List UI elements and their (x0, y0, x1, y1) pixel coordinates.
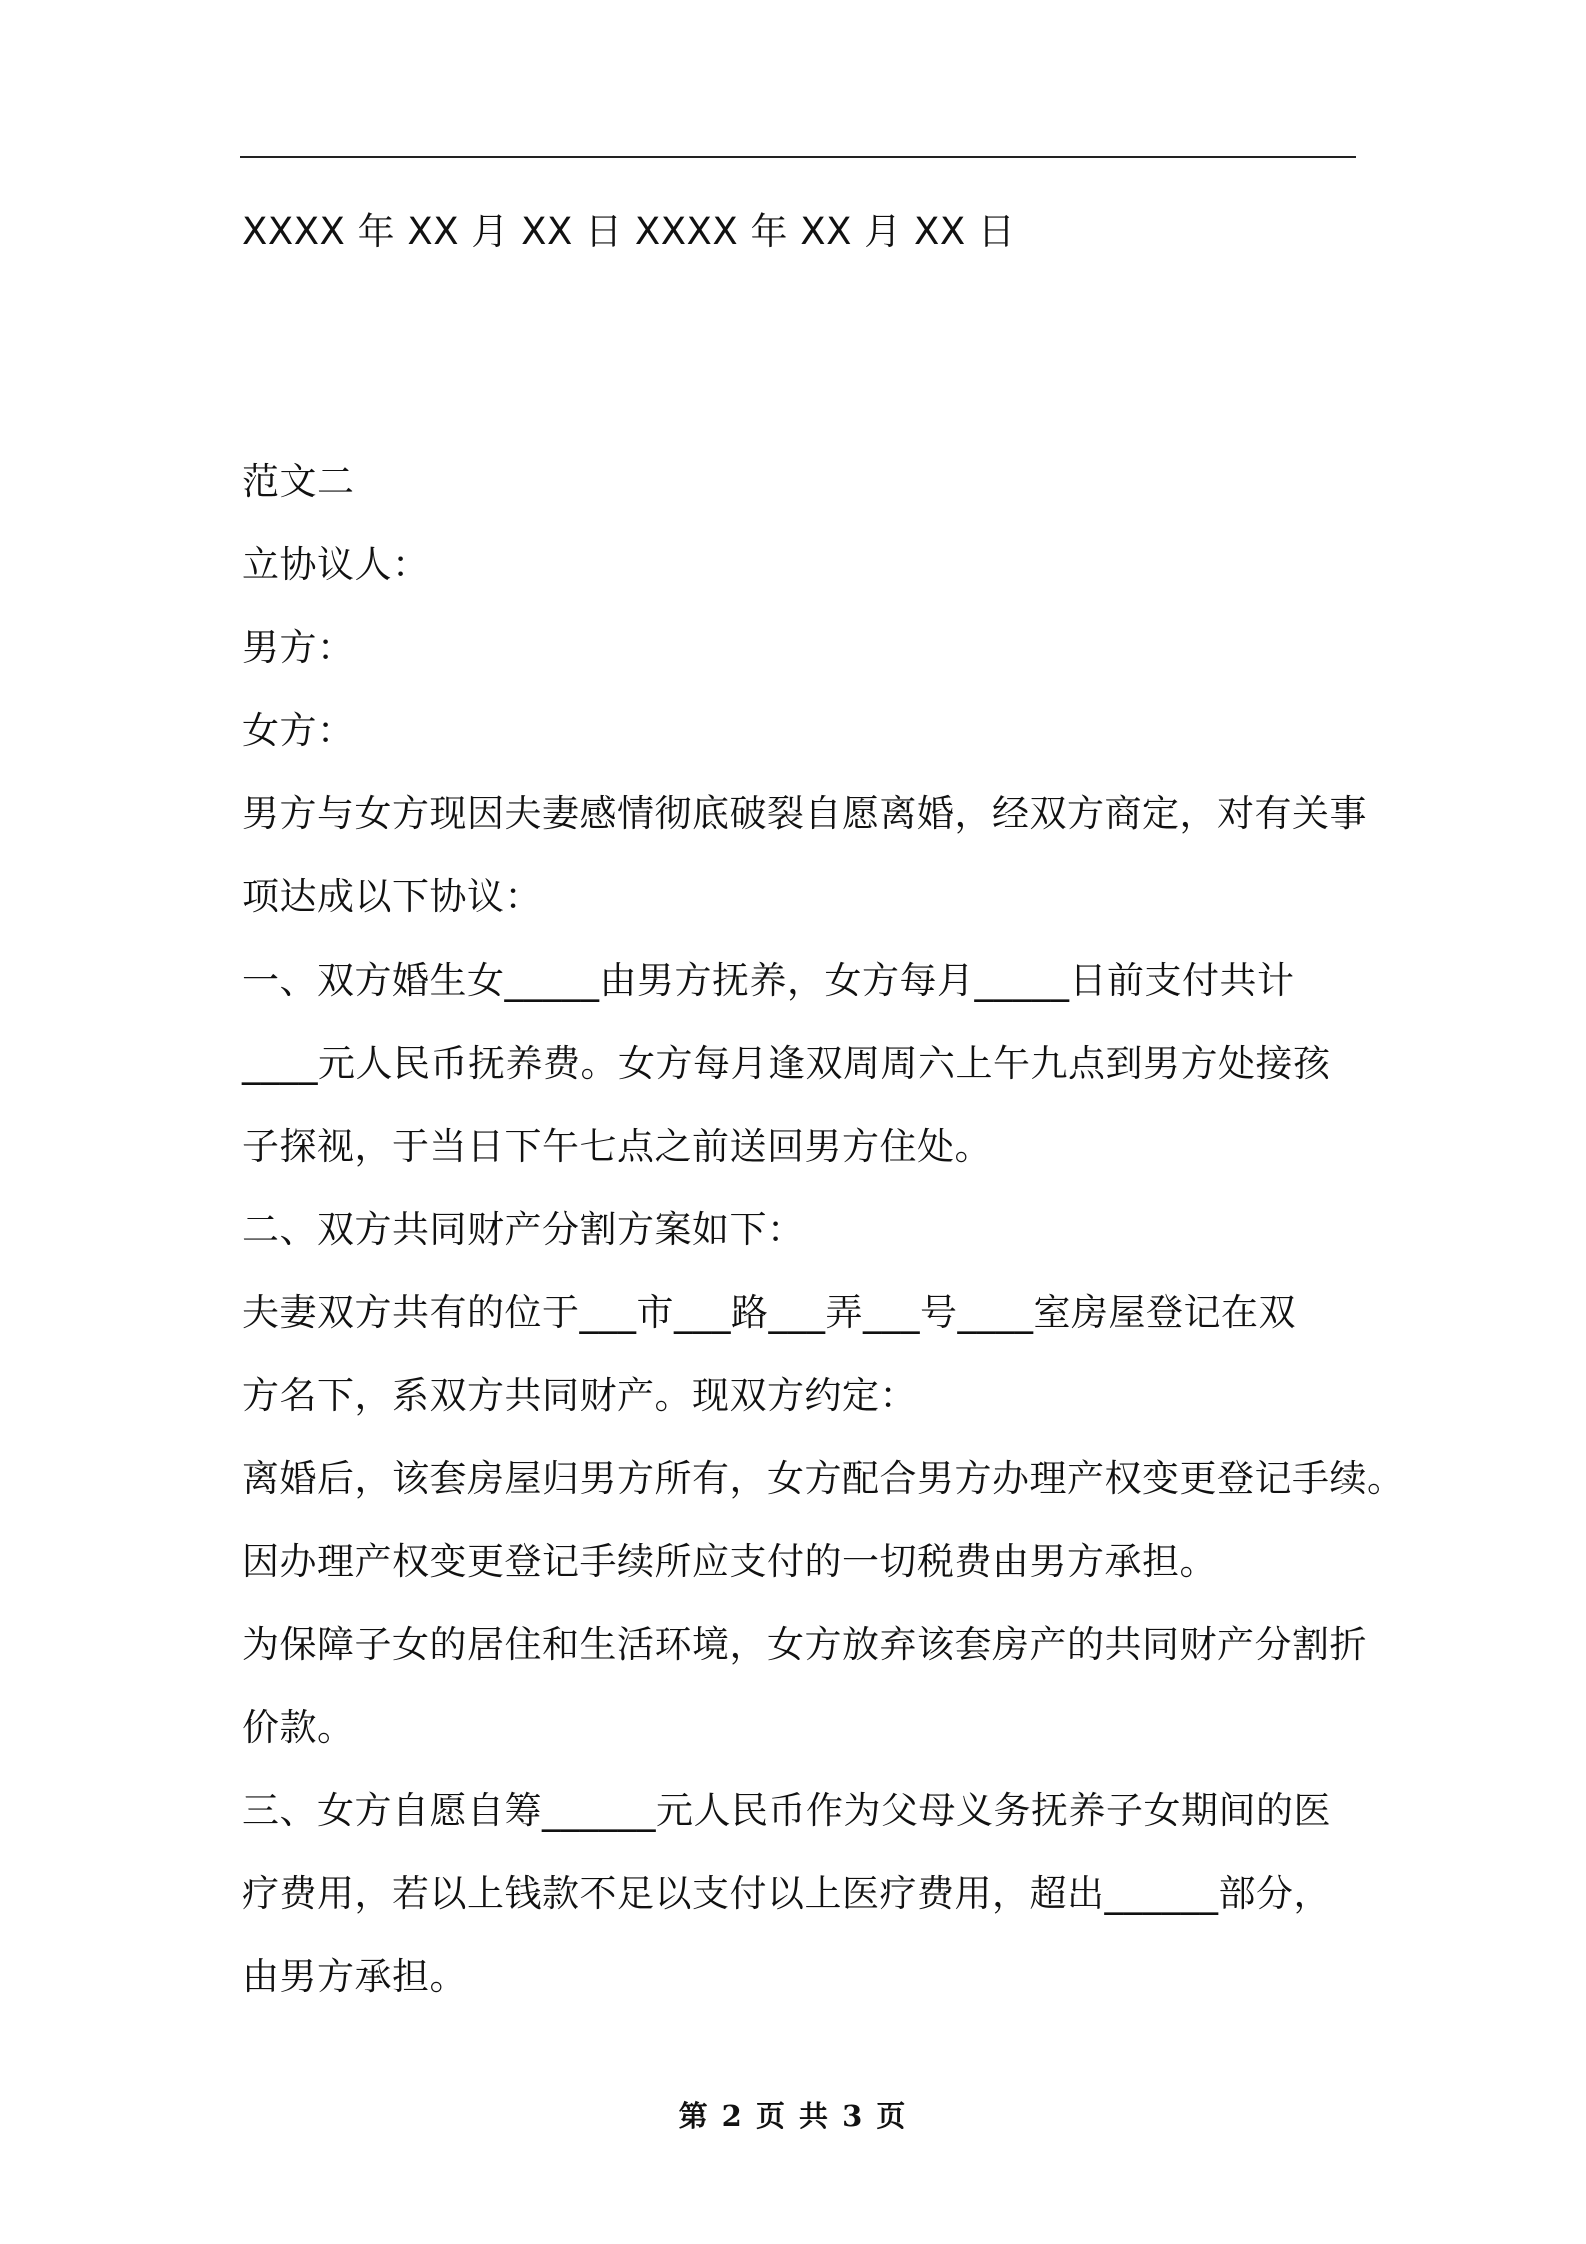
text-line: 由男方承担。 (242, 1955, 467, 1998)
date-line: XXXX 年 XX 月 XX 日 XXXX 年 XX 月 XX 日 (242, 210, 1016, 253)
text-line: 项达成以下协议： (242, 875, 542, 918)
text-line: 方名下，系双方共同财产。现双方约定： (242, 1374, 917, 1417)
text-line: 女方： (242, 709, 355, 752)
text-line: 离婚后，该套房屋归男方所有，女方配合男方办理产权变更登记手续。 (242, 1457, 1405, 1500)
page-footer: 第 2 页 共 3 页 (678, 2099, 908, 2133)
text-line: 男方： (242, 626, 355, 669)
text-line: 二、双方共同财产分割方案如下： (242, 1208, 805, 1251)
text-line: 男方与女方现因夫妻感情彻底破裂自愿离婚，经双方商定，对有关事 (242, 792, 1367, 835)
text-line: 三、女方自愿自筹______元人民币作为父母义务抚养子女期间的医 (242, 1789, 1331, 1832)
header-rule (240, 156, 1356, 158)
text-line: 疗费用，若以上钱款不足以支付以上医疗费用，超出______部分， (242, 1872, 1331, 1915)
text-line: 夫妻双方共有的位于___市___路___弄___号____室房屋登记在双 (242, 1291, 1296, 1334)
text-line: 立协议人： (242, 543, 430, 586)
text-line: 价款。 (242, 1706, 355, 1749)
text-line: ____元人民币抚养费。女方每月逢双周周六上午九点到男方处接孩 (242, 1042, 1331, 1085)
section-title: 范文二 (242, 460, 355, 503)
text-line: 为保障子女的居住和生活环境，女方放弃该套房产的共同财产分割折 (242, 1623, 1367, 1666)
text-line: 因办理产权变更登记手续所应支付的一切税费由男方承担。 (242, 1540, 1217, 1583)
text-line: 一、双方婚生女_____由男方抚养，女方每月_____日前支付共计 (242, 959, 1295, 1002)
text-line: 子探视，于当日下午七点之前送回男方住处。 (242, 1125, 992, 1168)
